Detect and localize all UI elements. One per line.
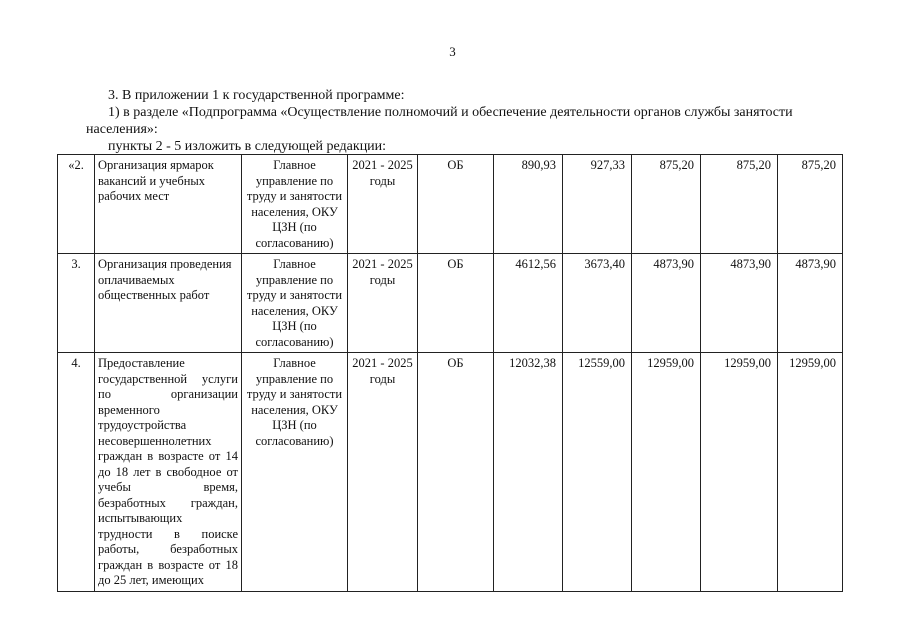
funding-value: 875,20	[632, 155, 701, 254]
funding-source: ОБ	[418, 155, 494, 254]
table-row	[58, 353, 843, 592]
funding-source: ОБ	[418, 254, 494, 353]
funding-value: 12959,00	[778, 353, 843, 592]
funding-value: 4612,56	[494, 254, 563, 353]
executor: Главное управление по труду и занятости населения, ОКУ ЦЗН (по согласованию)	[242, 353, 348, 592]
executor: Главное управление по труду и занятости населения, ОКУ ЦЗН (по согласованию)	[242, 155, 348, 254]
funding-value: 4873,90	[632, 254, 701, 353]
amendment-subclause: 1) в разделе «Подпрограмма «Осуществление полномочий и обеспечение деятельности органов службы занятости населения»:	[86, 105, 793, 137]
funding-value: 3673,40	[563, 254, 632, 353]
program-measures-table	[57, 154, 843, 592]
table-row	[58, 155, 843, 254]
row-number: 4.	[58, 353, 95, 592]
funding-value: 4873,90	[701, 254, 778, 353]
amendment-clause: 3. В приложении 1 к государственной программе:	[108, 88, 405, 103]
funding-value: 12032,38	[494, 353, 563, 592]
measure-name: Организация ярмарок вакансий и учебных рабочих мест	[95, 155, 242, 254]
funding-value: 12959,00	[632, 353, 701, 592]
row-number: 3.	[58, 254, 95, 353]
funding-value: 12559,00	[563, 353, 632, 592]
funding-value: 12959,00	[701, 353, 778, 592]
funding-value: 890,93	[494, 155, 563, 254]
executor: Главное управление по труду и занятости населения, ОКУ ЦЗН (по согласованию)	[242, 254, 348, 353]
funding-value: 875,20	[701, 155, 778, 254]
table-row	[58, 254, 843, 353]
funding-value: 875,20	[778, 155, 843, 254]
amendment-intro	[86, 87, 856, 155]
funding-source: ОБ	[418, 353, 494, 592]
measure-name: Организация проведения оплачиваемых общественных работ	[95, 254, 242, 353]
period: 2021 - 2025 годы	[348, 353, 418, 592]
amendment-instruction: пункты 2 - 5 изложить в следующей редакции:	[108, 139, 387, 154]
page-number: 3	[449, 44, 456, 59]
funding-value: 927,33	[563, 155, 632, 254]
measure-name: Предоставление государственной услуги по организации временного трудоустройства несовершеннолетних граждан в возрасте от 14 до 18 лет в свободное от учебы время, безработных граждан, испытывающих трудности в поиске работы, безработных граждан в возрасте от 18 до 25 лет, имеющих	[95, 353, 242, 592]
period: 2021 - 2025 годы	[348, 254, 418, 353]
period: 2021 - 2025 годы	[348, 155, 418, 254]
funding-value: 4873,90	[778, 254, 843, 353]
row-number: «2.	[58, 155, 95, 254]
